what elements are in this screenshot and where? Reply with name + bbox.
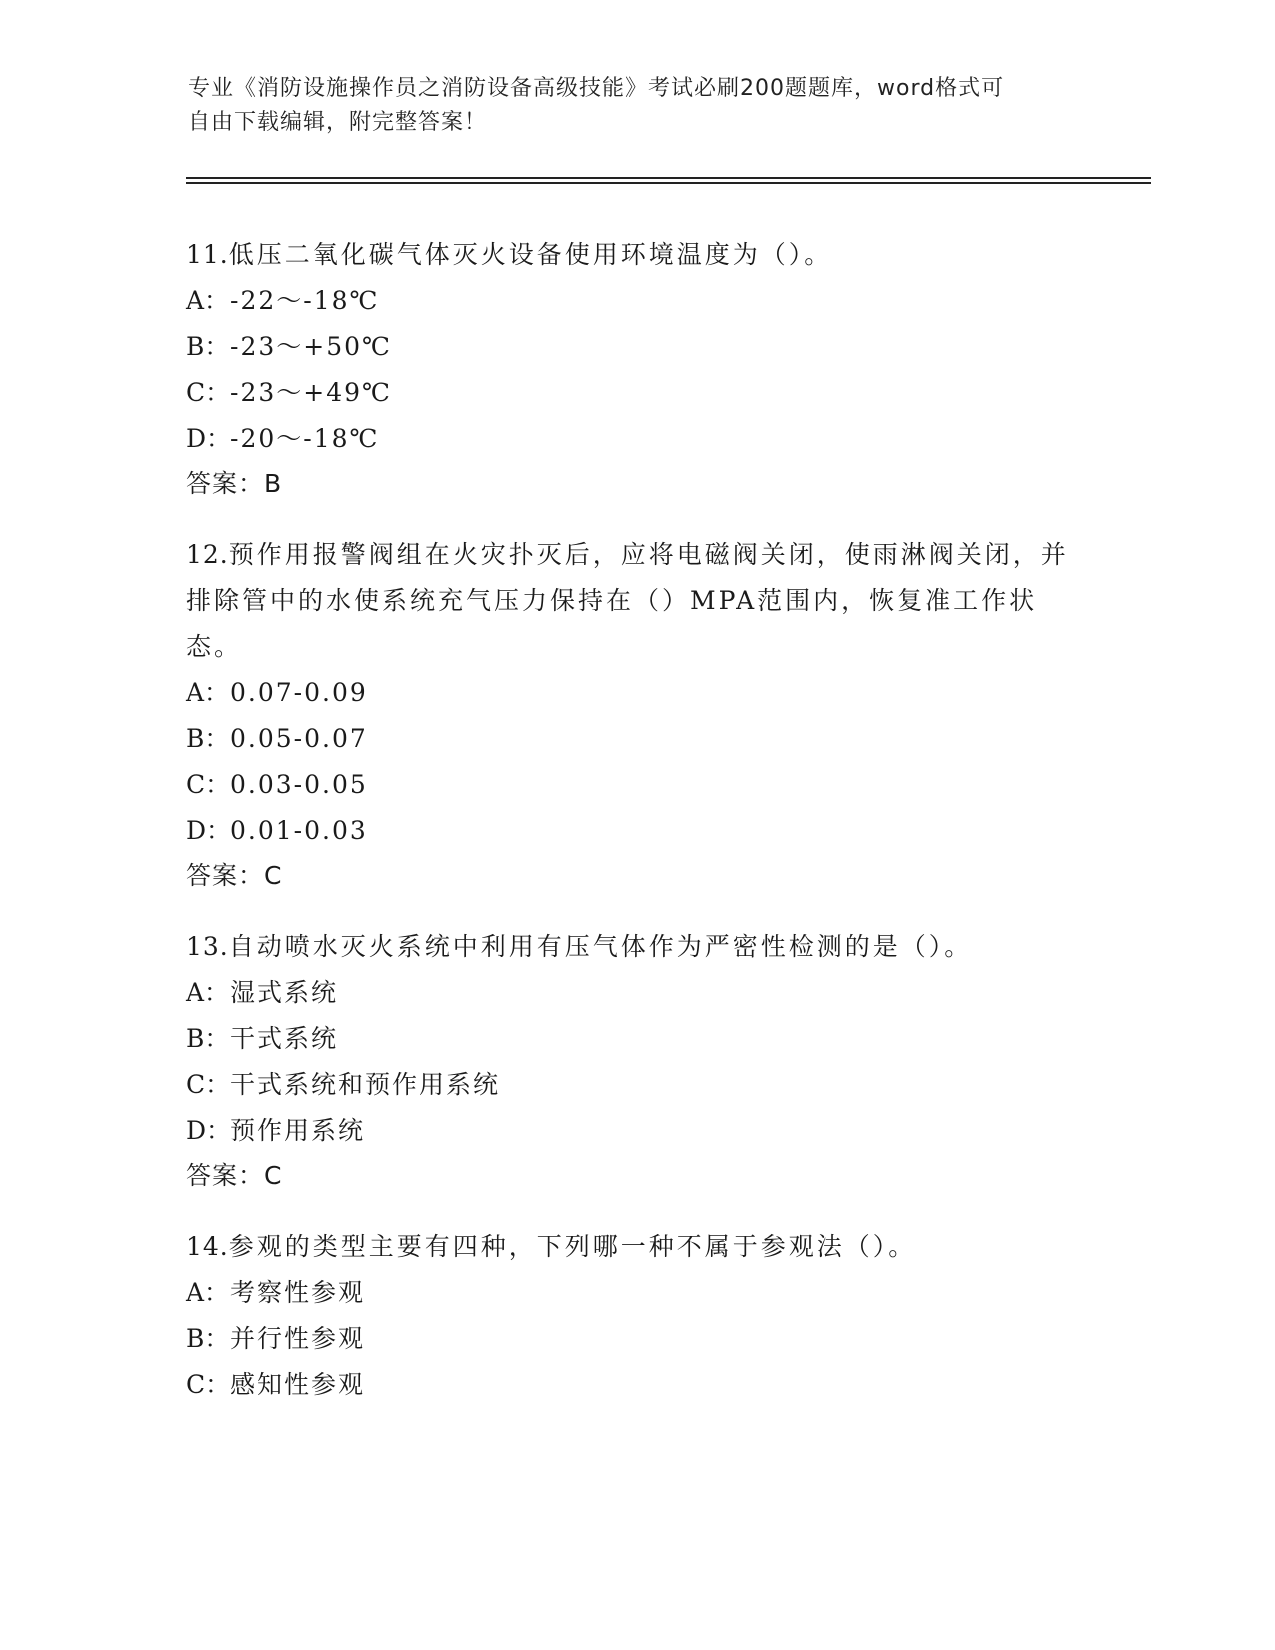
option-key: B： [186, 332, 230, 361]
option-key: A： [186, 286, 230, 315]
header-line-1: 专业《消防设施操作员之消防设备高级技能》考试必刷200题题库，word格式可 [188, 76, 1005, 101]
option-key: A： [186, 978, 230, 1007]
option-text: 干式系统 [230, 1024, 339, 1053]
question-13 [186, 924, 1086, 1198]
option-c [186, 1362, 1086, 1408]
option-text: 感知性参观 [230, 1370, 366, 1399]
question-12 [186, 532, 1086, 898]
option-a [186, 970, 1086, 1016]
option-text: -23～+50℃ [230, 332, 392, 361]
question-text: 低压二氧化碳气体灭火设备使用环境温度为（）。 [228, 240, 833, 269]
option-text: -20～-18℃ [230, 424, 380, 453]
option-d [186, 1108, 1086, 1154]
option-key: B： [186, 1024, 230, 1053]
question-number: 12. [186, 540, 229, 569]
option-text: 0.07-0.09 [230, 678, 368, 707]
option-text: 干式系统和预作用系统 [230, 1070, 501, 1099]
answer-line: 答案：C [186, 861, 283, 890]
question-text: 参观的类型主要有四种，下列哪一种不属于参观法（）。 [228, 1232, 917, 1261]
option-key: D： [186, 1116, 232, 1145]
option-c [186, 1062, 1086, 1108]
answer-line: 答案：C [186, 1161, 283, 1190]
option-key: C： [186, 1070, 231, 1099]
option-d [186, 416, 1086, 462]
option-b [186, 716, 1086, 762]
header-line-2: 自由下载编辑，附完整答案！ [188, 110, 488, 135]
option-key: A： [186, 678, 230, 707]
option-b [186, 324, 1086, 370]
option-key: D： [186, 424, 232, 453]
option-text: 考察性参观 [230, 1278, 366, 1307]
option-a [186, 670, 1086, 716]
option-text: 0.05-0.07 [230, 724, 368, 753]
option-text: 湿式系统 [230, 978, 339, 1007]
question-number: 11. [186, 240, 229, 269]
question-11 [186, 232, 1086, 506]
option-key: B： [186, 724, 230, 753]
question-number: 13. [186, 932, 229, 961]
question-text: 预作用报警阀组在火灾扑灭后，应将电磁阀关闭，使雨淋阀关闭，并排除管中的水使系统充气压力保持在（）MPA范围内，恢复准工作状态。 [186, 540, 1069, 661]
document-header [188, 72, 1068, 140]
option-key: B： [186, 1324, 230, 1353]
question-14 [186, 1224, 1086, 1408]
question-stem [186, 232, 1086, 278]
option-a [186, 1270, 1086, 1316]
option-text: 预作用系统 [230, 1116, 366, 1145]
option-b [186, 1016, 1086, 1062]
option-text: -23～+49℃ [230, 378, 392, 407]
question-list [186, 232, 1086, 1434]
option-d [186, 808, 1086, 854]
option-c [186, 370, 1086, 416]
option-key: D： [186, 816, 232, 845]
option-key: C： [186, 378, 231, 407]
header-double-rule [186, 177, 1151, 184]
question-stem [186, 1224, 1086, 1270]
option-b [186, 1316, 1086, 1362]
option-text: 0.03-0.05 [230, 770, 368, 799]
answer-line: 答案：B [186, 469, 283, 498]
question-text: 自动喷水灭火系统中利用有压气体作为严密性检测的是（）。 [228, 932, 973, 961]
option-c [186, 762, 1086, 808]
option-text: 0.01-0.03 [230, 816, 368, 845]
option-text: -22～-18℃ [230, 286, 380, 315]
question-stem [186, 532, 1086, 670]
option-key: C： [186, 1370, 231, 1399]
question-number: 14. [186, 1232, 229, 1261]
option-key: C： [186, 770, 231, 799]
option-text: 并行性参观 [230, 1324, 366, 1353]
question-stem [186, 924, 1086, 970]
option-key: A： [186, 1278, 230, 1307]
option-a [186, 278, 1086, 324]
